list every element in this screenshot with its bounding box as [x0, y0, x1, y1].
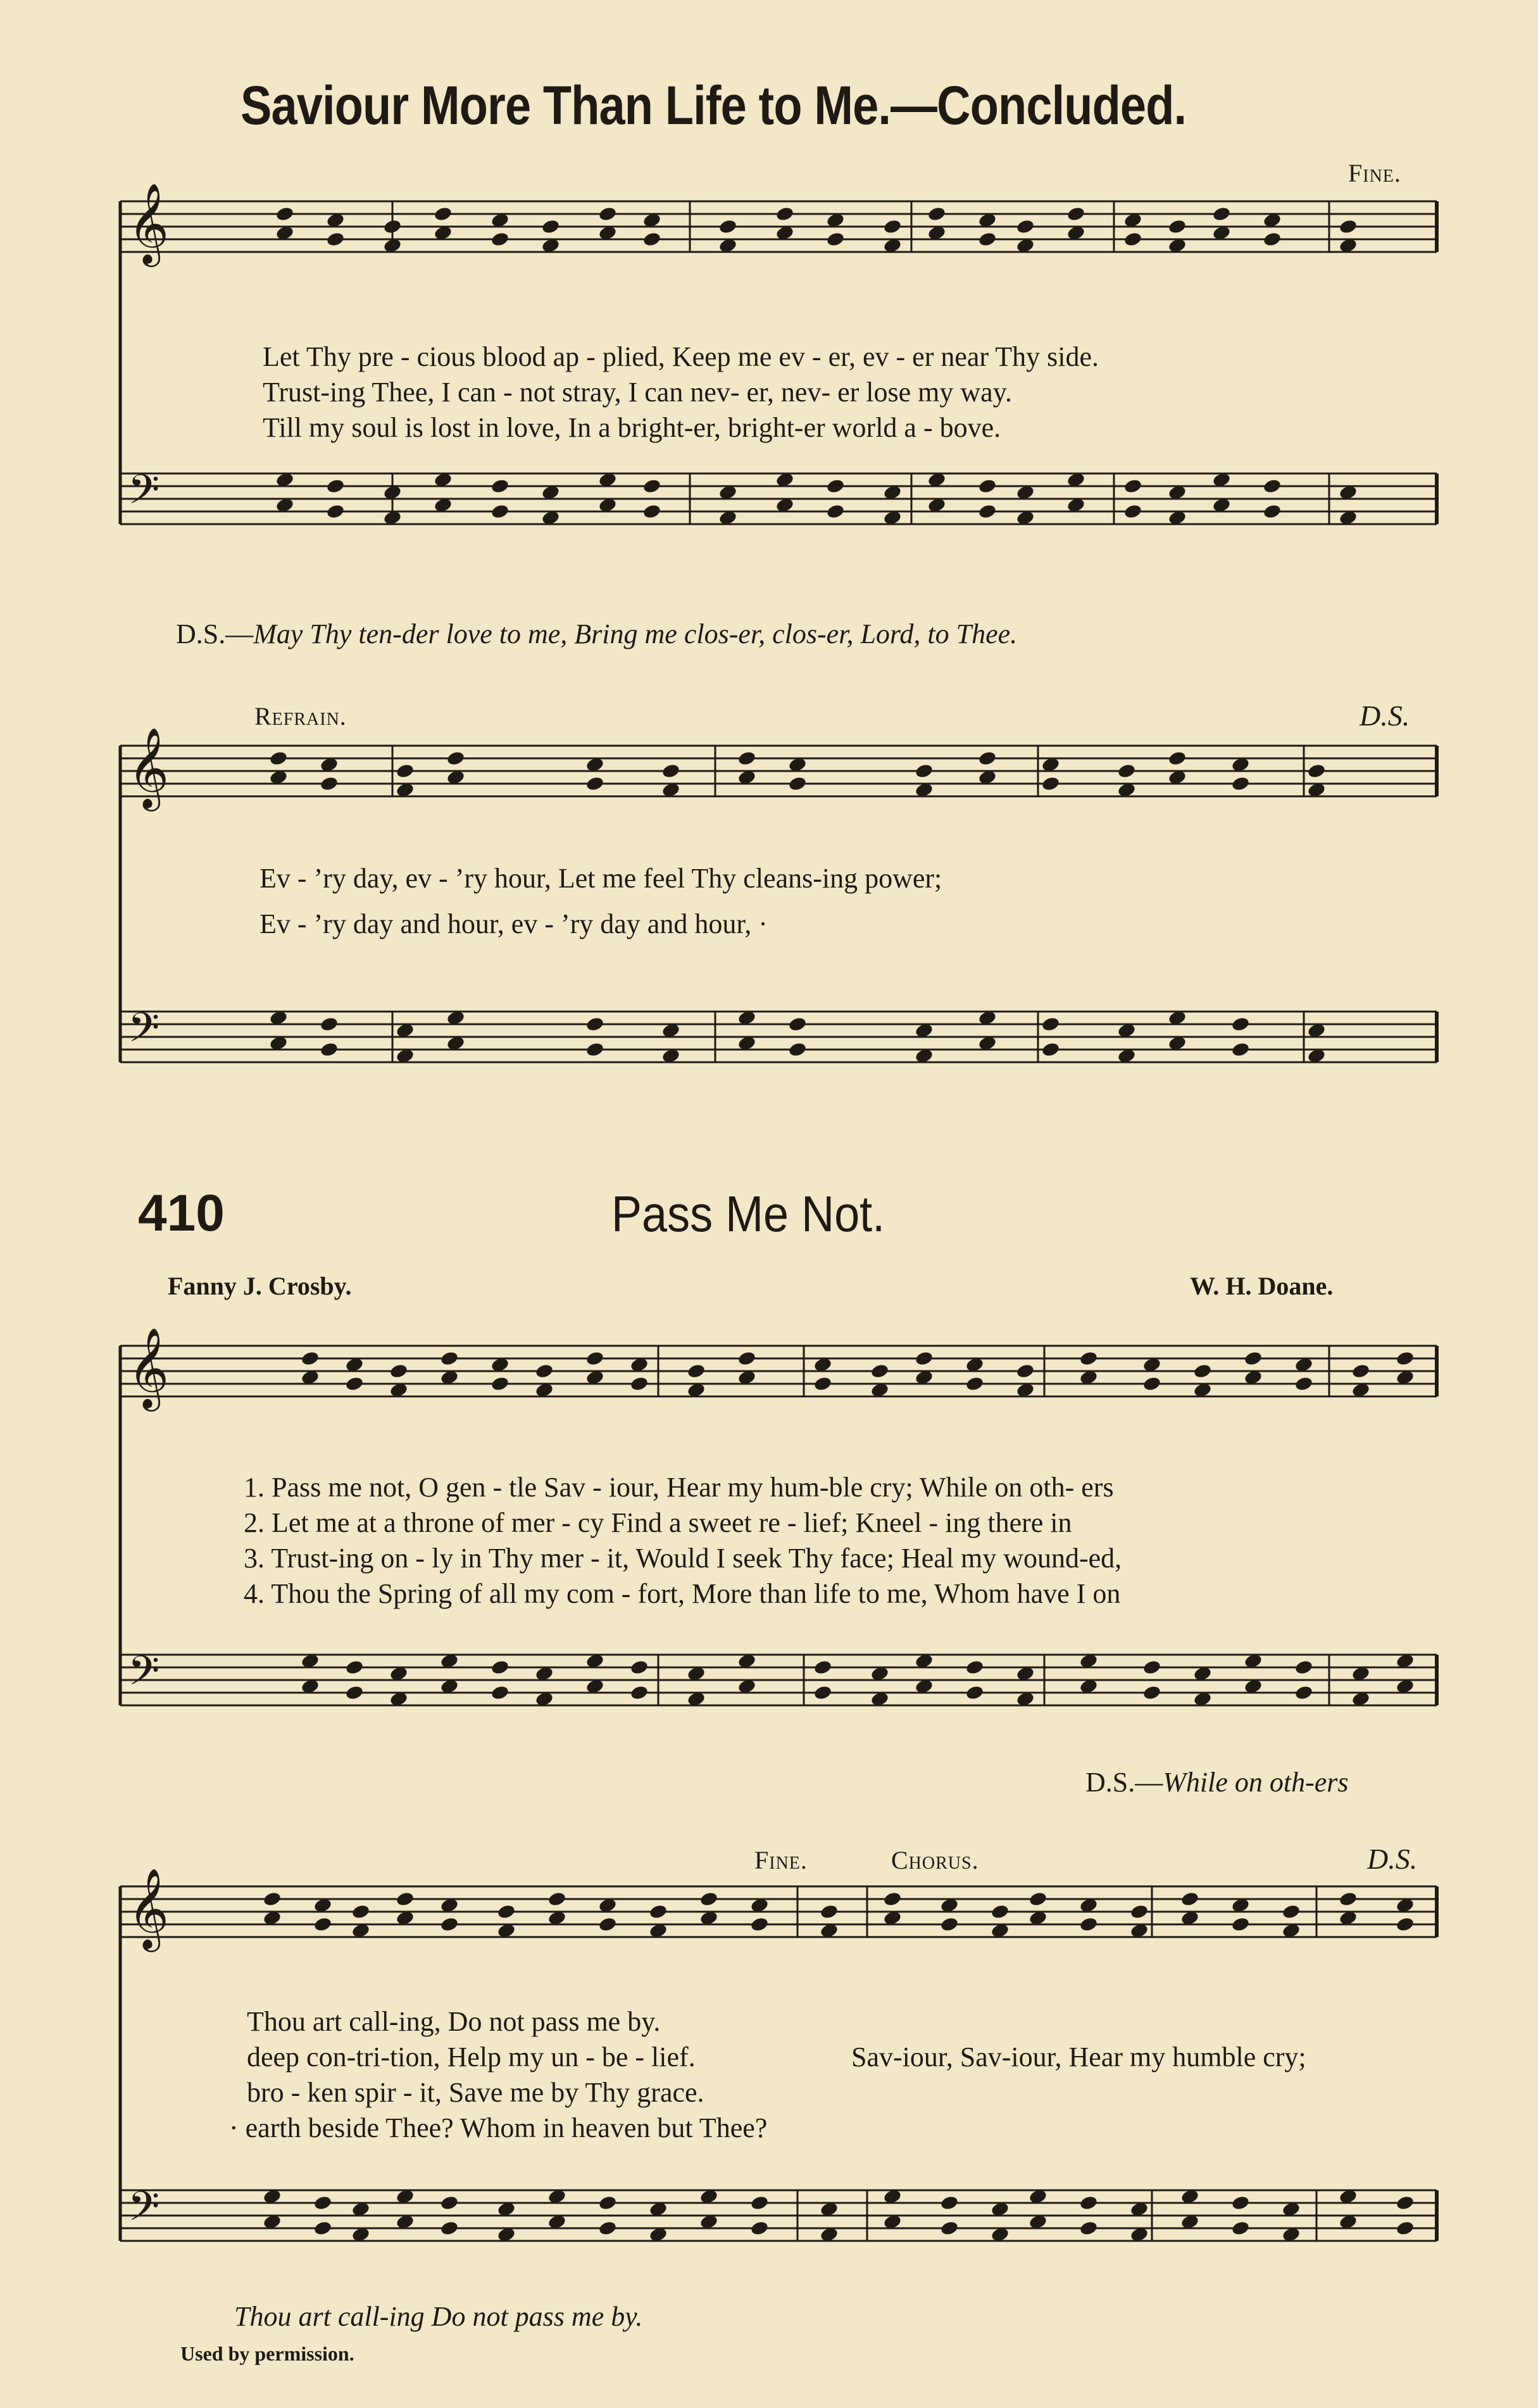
verse-line-1: 1. Pass me not, O gen - tle Sav - iour, Hear my hum-ble cry; While on oth- ers [244, 1472, 1114, 1503]
notehead [1396, 2195, 1415, 2211]
clef: 𝄢 [128, 467, 160, 524]
notehead [497, 1903, 516, 1920]
notehead [1193, 1363, 1213, 1379]
notehead [750, 2195, 770, 2211]
notehead [1396, 1916, 1415, 1933]
notehead [642, 478, 662, 494]
notehead [826, 503, 846, 520]
notehead [269, 750, 289, 767]
notehead [383, 218, 403, 235]
notehead [1396, 1350, 1415, 1367]
notehead [313, 2220, 333, 2236]
notehead [978, 503, 997, 520]
notehead [491, 1376, 510, 1392]
notehead [1244, 1350, 1263, 1367]
notehead [1212, 206, 1232, 222]
notehead [1066, 206, 1086, 222]
notehead [535, 1363, 554, 1379]
notehead [940, 1916, 960, 1933]
lyric-line-3: Till my soul is lost in love, In a bright-er, bright-er world a - bove. [263, 412, 1001, 443]
page-title: Saviour More Than Life to Me.—Concluded. [241, 75, 1187, 136]
notehead [1041, 1041, 1061, 1058]
notehead [1231, 1916, 1251, 1933]
notehead [978, 478, 997, 494]
notehead [313, 1916, 333, 1933]
notehead [1231, 1016, 1251, 1032]
notehead [396, 763, 415, 779]
notehead [1294, 1376, 1314, 1392]
lyric-line-2: Trust-ing Thee, I can - not stray, I can nev- er, nev- er lose my way. [263, 377, 1012, 408]
notehead [630, 1376, 649, 1392]
notehead [491, 1684, 510, 1701]
notehead [1231, 775, 1251, 792]
notehead [642, 231, 662, 248]
notehead [1142, 1659, 1162, 1676]
notehead [965, 1659, 985, 1676]
notehead [491, 478, 510, 494]
notehead [585, 1350, 605, 1367]
notehead [965, 1684, 985, 1701]
chorus-verse-2: deep con-tri-tion, Help my un - be - lief. [247, 2041, 696, 2073]
notehead [1282, 1903, 1301, 1920]
notehead [687, 1363, 706, 1379]
clef: 𝄞 [128, 727, 170, 808]
notehead [940, 2220, 960, 2236]
clef: 𝄞 [128, 182, 170, 263]
chorus-mark: Chorus. [891, 1846, 979, 1874]
ds-text: May Thy ten-der love to me, Bring me clos-er, clos-er, Lord, to Thee. [253, 618, 1018, 649]
notehead [1231, 2195, 1251, 2211]
notehead [940, 2195, 960, 2211]
author-credit: Fanny J. Crosby. [168, 1272, 352, 1300]
chorus-verse-4: · earth beside Thee? Whom in heaven but Thee? [229, 2112, 768, 2143]
verse-line-4: 4. Thou the Spring of all my com - fort, More than life to me, Whom have I on [244, 1578, 1121, 1609]
notehead [1231, 1041, 1251, 1058]
hymn-number: 410 [138, 1184, 225, 1242]
notehead [1142, 1376, 1162, 1392]
notehead [883, 1891, 903, 1907]
notehead [813, 1376, 833, 1392]
notehead [585, 1041, 605, 1058]
notehead [826, 231, 846, 248]
lyric-line-1: Let Thy pre - cious blood ap - plied, Keep me ev - er, ev - er near Thy side. [263, 341, 1099, 372]
ds-lyric-2 [1085, 1766, 1349, 1798]
notehead [630, 1659, 649, 1676]
notehead [345, 1684, 365, 1701]
notehead [585, 1016, 605, 1032]
notehead [541, 218, 561, 235]
notehead [978, 231, 997, 248]
notehead [1307, 763, 1327, 779]
notehead [750, 1916, 770, 1933]
bottom-lyric: Thou art call-ing Do not pass me by. [234, 2301, 643, 2332]
permission-footnote: Used by permission. [180, 2342, 354, 2365]
composer-credit: W. H. Doane. [1190, 1272, 1334, 1300]
notehead [301, 1350, 320, 1367]
notehead [788, 775, 808, 792]
notehead [440, 1350, 460, 1367]
notehead [1079, 2195, 1099, 2211]
notehead [813, 1684, 833, 1701]
notehead [1142, 1684, 1162, 1701]
notehead [326, 231, 346, 248]
ds-label: D.S.— [176, 618, 254, 649]
notehead [1079, 1350, 1099, 1367]
notehead [1294, 1659, 1314, 1676]
notehead [1339, 1891, 1358, 1907]
notehead [263, 1891, 282, 1907]
notehead [1294, 1684, 1314, 1701]
notehead [598, 2220, 618, 2236]
chorus-verse-3: bro - ken spir - it, Save me by Thy grace. [247, 2077, 704, 2108]
refrain-mark: Refrain. [254, 702, 347, 731]
notehead [598, 2195, 618, 2211]
notehead [320, 1016, 339, 1032]
notehead [915, 1350, 934, 1367]
clef: 𝄞 [128, 1327, 170, 1408]
notehead [351, 1903, 371, 1920]
verse-line-3: 3. Trust-ing on - ly in Thy mer - it, Would I seek Thy face; Heal my wound-ed, [244, 1543, 1122, 1574]
notehead [699, 1891, 719, 1907]
notehead [345, 1376, 365, 1392]
notehead [826, 478, 846, 494]
notehead [1041, 1016, 1061, 1032]
ds-text-2: While on oth-ers [1163, 1767, 1349, 1798]
notehead [1168, 218, 1187, 235]
notehead [1263, 503, 1282, 520]
notehead [491, 503, 510, 520]
chorus-verse-1: Thou art call-ing, Do not pass me by. [247, 2006, 661, 2037]
notehead [389, 1363, 409, 1379]
notehead [434, 206, 453, 222]
notehead [870, 1363, 890, 1379]
ds-label-2: D.S.— [1085, 1767, 1163, 1798]
notehead [1123, 231, 1143, 248]
notehead [491, 1659, 510, 1676]
clef: 𝄞 [128, 1867, 170, 1948]
refrain-lyric-1: Ev - ’ry day, ev - ’ry hour, Let me feel Thy cleans-ing power; [259, 863, 942, 894]
notehead [820, 1903, 839, 1920]
clef: 𝄢 [128, 1005, 160, 1062]
notehead [1117, 763, 1137, 779]
notehead [813, 1659, 833, 1676]
notehead [1351, 1363, 1371, 1379]
notehead [345, 1659, 365, 1676]
notehead [1180, 1891, 1200, 1907]
ds-mark-1: D.S. [1360, 699, 1410, 732]
hymn-title: Pass Me Not. [611, 1186, 885, 1242]
notehead [661, 763, 681, 779]
clef: 𝄢 [128, 2183, 160, 2240]
notehead [775, 206, 795, 222]
notehead [883, 218, 903, 235]
notehead [547, 1891, 567, 1907]
notehead [396, 1891, 415, 1907]
notehead [446, 750, 466, 767]
notehead [326, 503, 346, 520]
notehead [275, 206, 295, 222]
notehead [491, 231, 510, 248]
notehead [1396, 2220, 1415, 2236]
notehead [326, 478, 346, 494]
refrain-lyric-2: Ev - ’ry day and hour, ev - ’ry day and hour, · [259, 908, 768, 939]
notehead [630, 1684, 649, 1701]
notehead [927, 206, 947, 222]
notehead [320, 1041, 339, 1058]
notehead [1016, 218, 1035, 235]
ds-lyric-1 [176, 618, 1017, 650]
notehead [649, 1903, 668, 1920]
notehead [1028, 1891, 1048, 1907]
notehead [915, 763, 934, 779]
notehead [440, 1916, 460, 1933]
notehead [585, 775, 605, 792]
fine-mark-2: Fine. [754, 1846, 808, 1874]
notehead [991, 1903, 1010, 1920]
chorus-lyric: Sav-iour, Sav-iour, Hear my humble cry; [851, 2041, 1306, 2073]
notehead [642, 503, 662, 520]
verse-line-2: 2. Let me at a throne of mer - cy Find a sweet re - lief; Kneel - ing there in [244, 1507, 1072, 1538]
notehead [598, 1916, 618, 1933]
notehead [440, 2220, 460, 2236]
notehead [737, 1350, 757, 1367]
notehead [1231, 2220, 1251, 2236]
notehead [1263, 478, 1282, 494]
notehead [1079, 2220, 1099, 2236]
notehead [598, 206, 618, 222]
notehead [1130, 1903, 1149, 1920]
fine-mark-1: Fine. [1348, 159, 1401, 187]
notehead [788, 1041, 808, 1058]
notehead [737, 750, 757, 767]
notehead [1263, 231, 1282, 248]
notehead [1339, 218, 1358, 235]
notehead [440, 2195, 460, 2211]
notehead [718, 218, 738, 235]
notehead [788, 1016, 808, 1032]
notehead [750, 2220, 770, 2236]
notehead [1168, 750, 1187, 767]
notehead [965, 1376, 985, 1392]
ds-mark-2: D.S. [1367, 1843, 1418, 1875]
notehead [1016, 1363, 1035, 1379]
notehead [1123, 503, 1143, 520]
notehead [1123, 478, 1143, 494]
notehead [313, 2195, 333, 2211]
notehead [1079, 1916, 1099, 1933]
notehead [320, 775, 339, 792]
notehead [1041, 775, 1061, 792]
notehead [978, 750, 997, 767]
clef: 𝄢 [128, 1648, 160, 1705]
